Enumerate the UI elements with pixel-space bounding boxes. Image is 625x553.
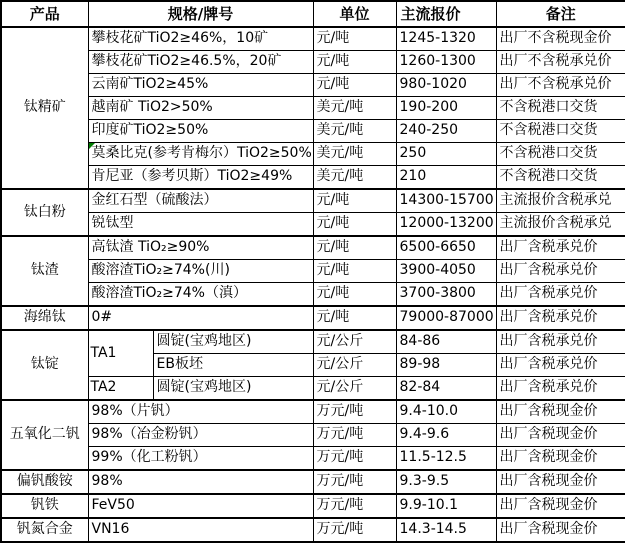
price-cell[interactable]: 11.5-12.5 bbox=[396, 447, 496, 471]
table-row bbox=[1, 166, 625, 190]
note-cell[interactable]: 出厂含税承兑价 bbox=[496, 354, 625, 377]
spec-cell[interactable]: FeV50 bbox=[88, 494, 313, 518]
spec-cell[interactable]: EB板坯 bbox=[153, 354, 313, 377]
cell-error-flag-icon bbox=[89, 143, 95, 149]
table-row bbox=[1, 143, 625, 166]
note-cell[interactable]: 出厂不含税现金价 bbox=[496, 27, 625, 51]
spec-cell[interactable]: 酸溶渣TiO₂≥74%(川) bbox=[88, 260, 313, 283]
price-cell[interactable]: 9.4-10.0 bbox=[396, 400, 496, 424]
price-cell[interactable]: 14.3-14.5 bbox=[396, 518, 496, 542]
note-cell[interactable]: 不含税港口交货 bbox=[496, 97, 625, 120]
price-cell[interactable]: 1260-1300 bbox=[396, 51, 496, 74]
note-cell[interactable]: 出厂含税承兑价 bbox=[496, 306, 625, 330]
spec-cell[interactable]: 印度矿TiO2≥50% bbox=[88, 120, 313, 143]
spec-cell[interactable]: 0# bbox=[88, 306, 313, 330]
note-cell[interactable]: 出厂含税现金价 bbox=[496, 447, 625, 471]
unit-cell[interactable]: 元/吨 bbox=[313, 74, 396, 97]
product-cell[interactable]: 钛渣 bbox=[1, 236, 88, 306]
note-cell[interactable]: 出厂含税现金价 bbox=[496, 470, 625, 494]
note-cell[interactable]: 不含税港口交货 bbox=[496, 166, 625, 190]
product-cell[interactable]: 海绵钛 bbox=[1, 306, 88, 330]
table-row bbox=[1, 447, 625, 471]
unit-cell[interactable]: 元/吨 bbox=[313, 236, 396, 260]
spec-cell[interactable]: VN16 bbox=[88, 518, 313, 542]
note-cell[interactable]: 出厂含税现金价 bbox=[496, 518, 625, 542]
product-cell[interactable]: 钛精矿 bbox=[1, 27, 88, 189]
col-header-note[interactable]: 备注 bbox=[496, 1, 625, 27]
spec-cell[interactable]: 高钛渣 TiO₂≥90% bbox=[88, 236, 313, 260]
col-header-product[interactable]: 产品 bbox=[1, 1, 88, 27]
price-cell[interactable]: 3700-3800 bbox=[396, 283, 496, 307]
spec-cell[interactable]: 98%（冶金粉钒） bbox=[88, 424, 313, 447]
table-row bbox=[1, 518, 625, 542]
note-cell[interactable]: 出厂含税现金价 bbox=[496, 494, 625, 518]
header-row bbox=[1, 1, 625, 27]
price-cell[interactable]: 1245-1320 bbox=[396, 27, 496, 51]
unit-cell[interactable]: 元/吨 bbox=[313, 283, 396, 307]
price-cell[interactable]: 210 bbox=[396, 166, 496, 190]
price-cell[interactable]: 190-200 bbox=[396, 97, 496, 120]
price-cell[interactable]: 79000-87000 bbox=[396, 306, 496, 330]
table-row bbox=[1, 120, 625, 143]
product-cell[interactable]: 钒氮合金 bbox=[1, 518, 88, 542]
unit-cell[interactable]: 元/公斤 bbox=[313, 377, 396, 401]
price-cell[interactable]: 980-1020 bbox=[396, 74, 496, 97]
grade-cell[interactable]: TA1 bbox=[88, 330, 153, 377]
table-row bbox=[1, 470, 625, 494]
table-row bbox=[1, 283, 625, 307]
table-row bbox=[1, 236, 625, 260]
unit-cell[interactable]: 万元/吨 bbox=[313, 494, 396, 518]
unit-cell[interactable]: 万元/吨 bbox=[313, 518, 396, 542]
price-cell[interactable]: 14300-15700 bbox=[396, 189, 496, 213]
table-row bbox=[1, 260, 625, 283]
unit-cell[interactable]: 万元/吨 bbox=[313, 400, 396, 424]
table-row bbox=[1, 306, 625, 330]
table-row bbox=[1, 330, 625, 354]
note-cell[interactable]: 出厂含税承兑价 bbox=[496, 377, 625, 401]
price-cell[interactable]: 12000-13200 bbox=[396, 213, 496, 237]
note-cell[interactable]: 不含税港口交货 bbox=[496, 120, 625, 143]
spec-cell[interactable]: 越南矿 TiO2>50% bbox=[88, 97, 313, 120]
unit-cell[interactable]: 元/吨 bbox=[313, 27, 396, 51]
note-cell[interactable]: 主流报价含税承兑 bbox=[496, 213, 625, 237]
price-cell[interactable]: 240-250 bbox=[396, 120, 496, 143]
table-row bbox=[1, 97, 625, 120]
note-cell[interactable]: 不含税港口交货 bbox=[496, 143, 625, 166]
price-cell[interactable]: 3900-4050 bbox=[396, 260, 496, 283]
price-cell[interactable]: 6500-6650 bbox=[396, 236, 496, 260]
spec-cell[interactable] bbox=[88, 143, 313, 166]
spec-cell[interactable]: 酸溶渣TiO₂≥74%（滇） bbox=[88, 283, 313, 307]
spec-cell[interactable]: 圆锭(宝鸡地区) bbox=[153, 330, 313, 354]
table-row bbox=[1, 400, 625, 424]
note-cell[interactable]: 出厂含税现金价 bbox=[496, 400, 625, 424]
spec-cell[interactable]: 云南矿TiO2≥45% bbox=[88, 74, 313, 97]
grade-cell[interactable]: TA2 bbox=[88, 377, 153, 401]
unit-cell[interactable]: 元/公斤 bbox=[313, 330, 396, 354]
table-row bbox=[1, 424, 625, 447]
table-row bbox=[1, 189, 625, 213]
table-row bbox=[1, 74, 625, 97]
table-row bbox=[1, 213, 625, 237]
spec-text: 莫桑比克(参考肯梅尔）TiO2≥50% bbox=[91, 145, 312, 162]
price-cell[interactable]: 9.4-9.6 bbox=[396, 424, 496, 447]
spec-cell[interactable]: 99%（化工粉钒） bbox=[88, 447, 313, 471]
unit-cell[interactable]: 元/吨 bbox=[313, 306, 396, 330]
note-cell[interactable]: 主流报价含税承兑 bbox=[496, 189, 625, 213]
product-cell[interactable]: 五氧化二钒 bbox=[1, 400, 88, 470]
spec-cell[interactable]: 攀枝花矿TiO2≥46%，10矿 bbox=[88, 27, 313, 51]
table-row bbox=[1, 51, 625, 74]
spec-cell[interactable]: 98%（片钒） bbox=[88, 400, 313, 424]
note-cell[interactable]: 出厂含税承兑价 bbox=[496, 283, 625, 307]
spec-cell[interactable]: 锐钛型 bbox=[88, 213, 313, 237]
product-cell[interactable]: 偏钒酸铵 bbox=[1, 470, 88, 494]
table-row bbox=[1, 377, 625, 401]
spec-cell[interactable]: 98% bbox=[88, 470, 313, 494]
note-cell[interactable]: 出厂不含税承兑价 bbox=[496, 51, 625, 74]
price-cell[interactable]: 9.3-9.5 bbox=[396, 470, 496, 494]
unit-cell[interactable]: 元/吨 bbox=[313, 213, 396, 237]
unit-cell[interactable]: 万元/吨 bbox=[313, 470, 396, 494]
price-cell[interactable]: 82-84 bbox=[396, 377, 496, 401]
spec-cell[interactable]: 圆锭(宝鸡地区) bbox=[153, 377, 313, 401]
unit-cell[interactable]: 万元/吨 bbox=[313, 424, 396, 447]
note-cell[interactable]: 出厂不含税承兑价 bbox=[496, 74, 625, 97]
price-cell[interactable]: 89-98 bbox=[396, 354, 496, 377]
unit-cell[interactable]: 元/吨 bbox=[313, 51, 396, 74]
spec-cell[interactable]: 肯尼亚（参考贝斯）TiO2≥49% bbox=[88, 166, 313, 190]
col-header-unit[interactable]: 单位 bbox=[313, 1, 396, 27]
spec-cell[interactable]: 金红石型（硫酸法） bbox=[88, 189, 313, 213]
col-header-spec[interactable]: 规格/牌号 bbox=[88, 1, 313, 27]
col-header-price[interactable]: 主流报价 bbox=[396, 1, 496, 27]
unit-cell[interactable]: 元/吨 bbox=[313, 260, 396, 283]
price-cell[interactable]: 84-86 bbox=[396, 330, 496, 354]
note-cell[interactable]: 出厂含税现金价 bbox=[496, 424, 625, 447]
note-cell[interactable]: 出厂含税承兑价 bbox=[496, 330, 625, 354]
product-cell[interactable]: 钛白粉 bbox=[1, 189, 88, 236]
unit-cell[interactable]: 美元/吨 bbox=[313, 143, 396, 166]
product-cell[interactable]: 钒铁 bbox=[1, 494, 88, 518]
spec-cell[interactable]: 攀枝花矿TiO2≥46.5%，20矿 bbox=[88, 51, 313, 74]
price-cell[interactable]: 250 bbox=[396, 143, 496, 166]
unit-cell[interactable]: 万元/吨 bbox=[313, 447, 396, 471]
unit-cell[interactable]: 元/吨 bbox=[313, 189, 396, 213]
note-cell[interactable]: 出厂含税承兑价 bbox=[496, 236, 625, 260]
unit-cell[interactable]: 美元/吨 bbox=[313, 120, 396, 143]
table-row bbox=[1, 494, 625, 518]
table-row bbox=[1, 27, 625, 51]
unit-cell[interactable]: 元/公斤 bbox=[313, 354, 396, 377]
product-cell[interactable]: 钛锭 bbox=[1, 330, 88, 400]
note-cell[interactable]: 出厂含税承兑价 bbox=[496, 260, 625, 283]
unit-cell[interactable]: 美元/吨 bbox=[313, 166, 396, 190]
price-cell[interactable]: 9.9-10.1 bbox=[396, 494, 496, 518]
unit-cell[interactable]: 美元/吨 bbox=[313, 97, 396, 120]
